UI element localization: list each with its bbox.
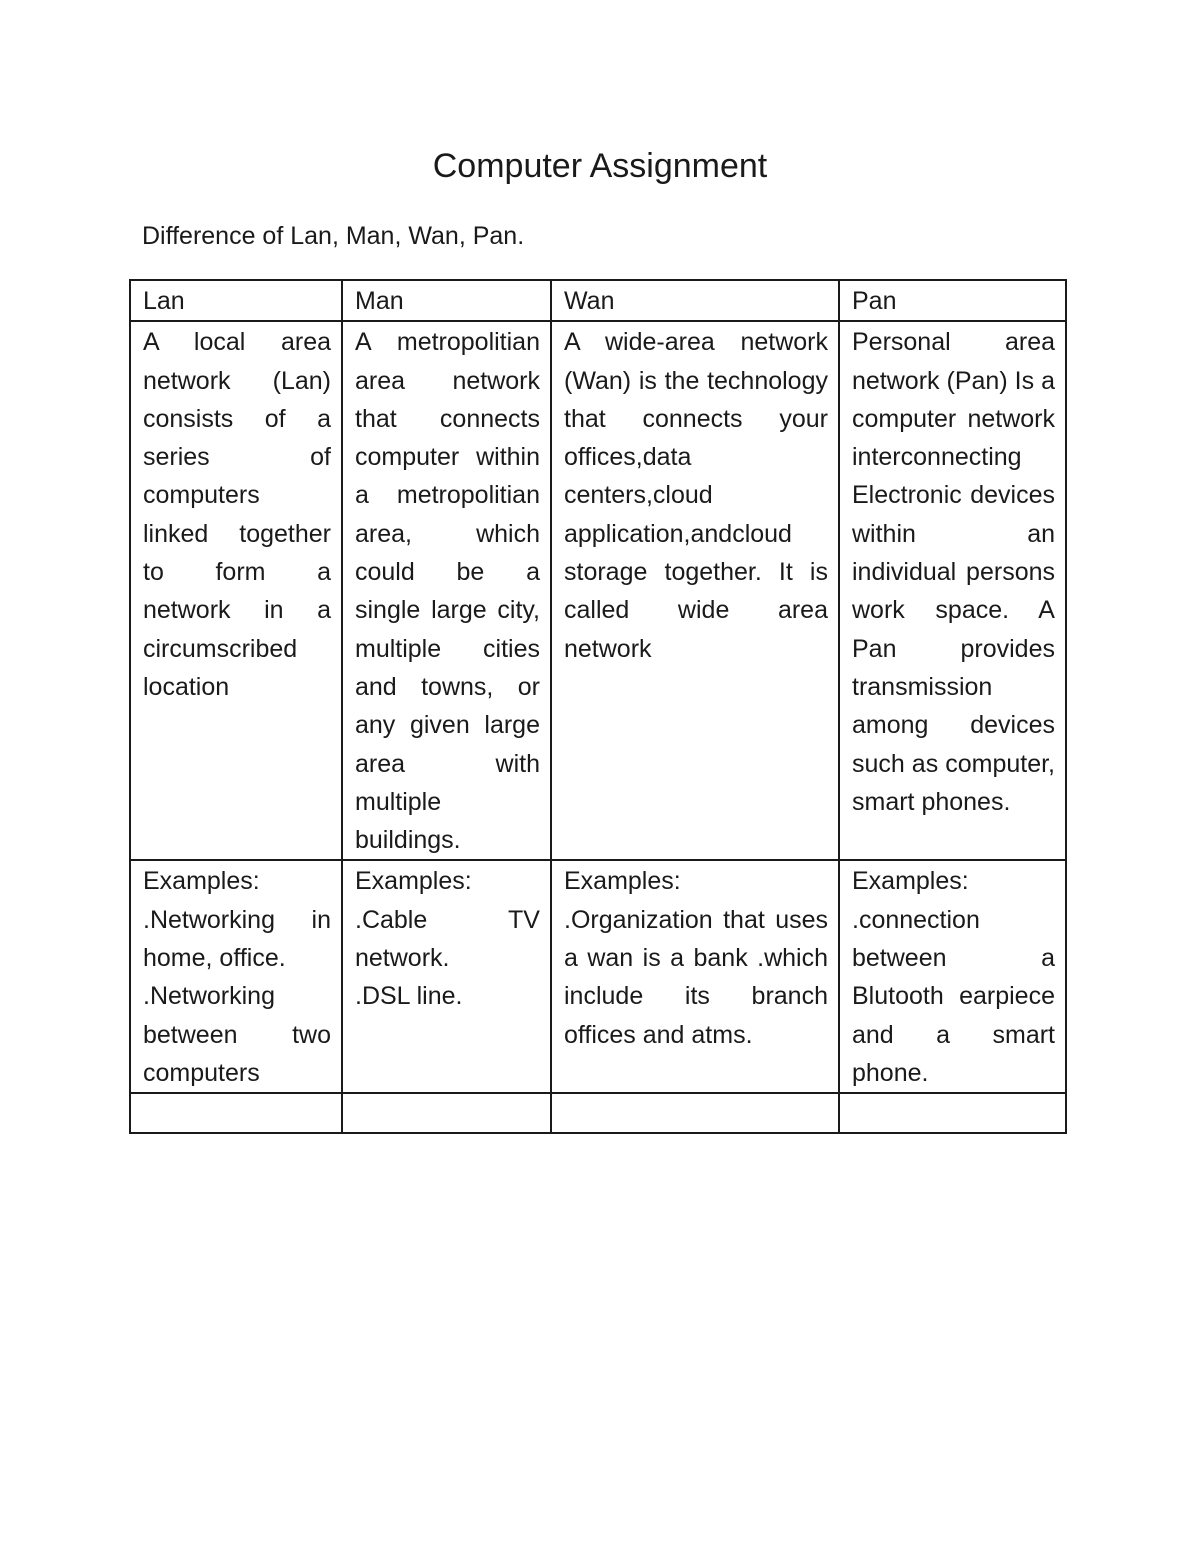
header-cell-lan: Lan xyxy=(130,280,342,321)
examples-cell-wan xyxy=(551,860,839,1093)
description-cell-lan: A local area network (Lan) consists of a series of computers linked together to form a network in a circumscribed location xyxy=(130,321,342,860)
page-title: Computer Assignment xyxy=(432,147,768,185)
assignment-subtitle: Difference of Lan, Man, Wan, Pan. xyxy=(142,222,525,250)
example-item: .connection between a Blutooth earpiece and a smart phone. xyxy=(852,905,1055,1087)
description-row xyxy=(130,321,1066,860)
examples-label: Examples: xyxy=(143,867,260,896)
description-cell-man: A metropolitian area network that connects computer within a metropolitian area, which could be a single large city, multiple cities and towns, or any given large area with multiple buildings. xyxy=(342,321,551,860)
example-item: .Organization that uses a wan is a bank .which include its branch offices and atms. xyxy=(564,905,828,1049)
examples-row xyxy=(130,860,1066,1093)
example-item: .Networking between two computers xyxy=(143,982,331,1087)
examples-cell-man xyxy=(342,860,551,1093)
table-header-row xyxy=(130,280,1066,321)
example-item: .DSL line. xyxy=(355,982,463,1011)
example-item: .Cable TV network. xyxy=(355,905,540,973)
examples-cell-lan xyxy=(130,860,342,1093)
examples-label: Examples: xyxy=(355,867,472,896)
description-cell-wan: A wide-area network (Wan) is the technology that connects your offices,data centers,cloud application,andcloud storage together. It is called wide area network xyxy=(551,321,839,860)
header-cell-pan: Pan xyxy=(839,280,1066,321)
empty-cell xyxy=(551,1093,839,1133)
examples-label: Examples: xyxy=(852,867,969,896)
empty-row xyxy=(130,1093,1066,1133)
comparison-table xyxy=(129,279,1067,1134)
header-cell-man: Man xyxy=(342,280,551,321)
empty-cell xyxy=(342,1093,551,1133)
description-cell-pan: Personal area network (Pan) Is a computer network interconnecting Electronic devices within an individual persons work space. A Pan provides transmission among devices such as computer, smart phones. xyxy=(839,321,1066,860)
examples-label: Examples: xyxy=(564,867,681,896)
empty-cell xyxy=(130,1093,342,1133)
header-cell-wan: Wan xyxy=(551,280,839,321)
empty-cell xyxy=(839,1093,1066,1133)
example-item: .Networking in home, office. xyxy=(143,905,331,973)
examples-cell-pan xyxy=(839,860,1066,1093)
